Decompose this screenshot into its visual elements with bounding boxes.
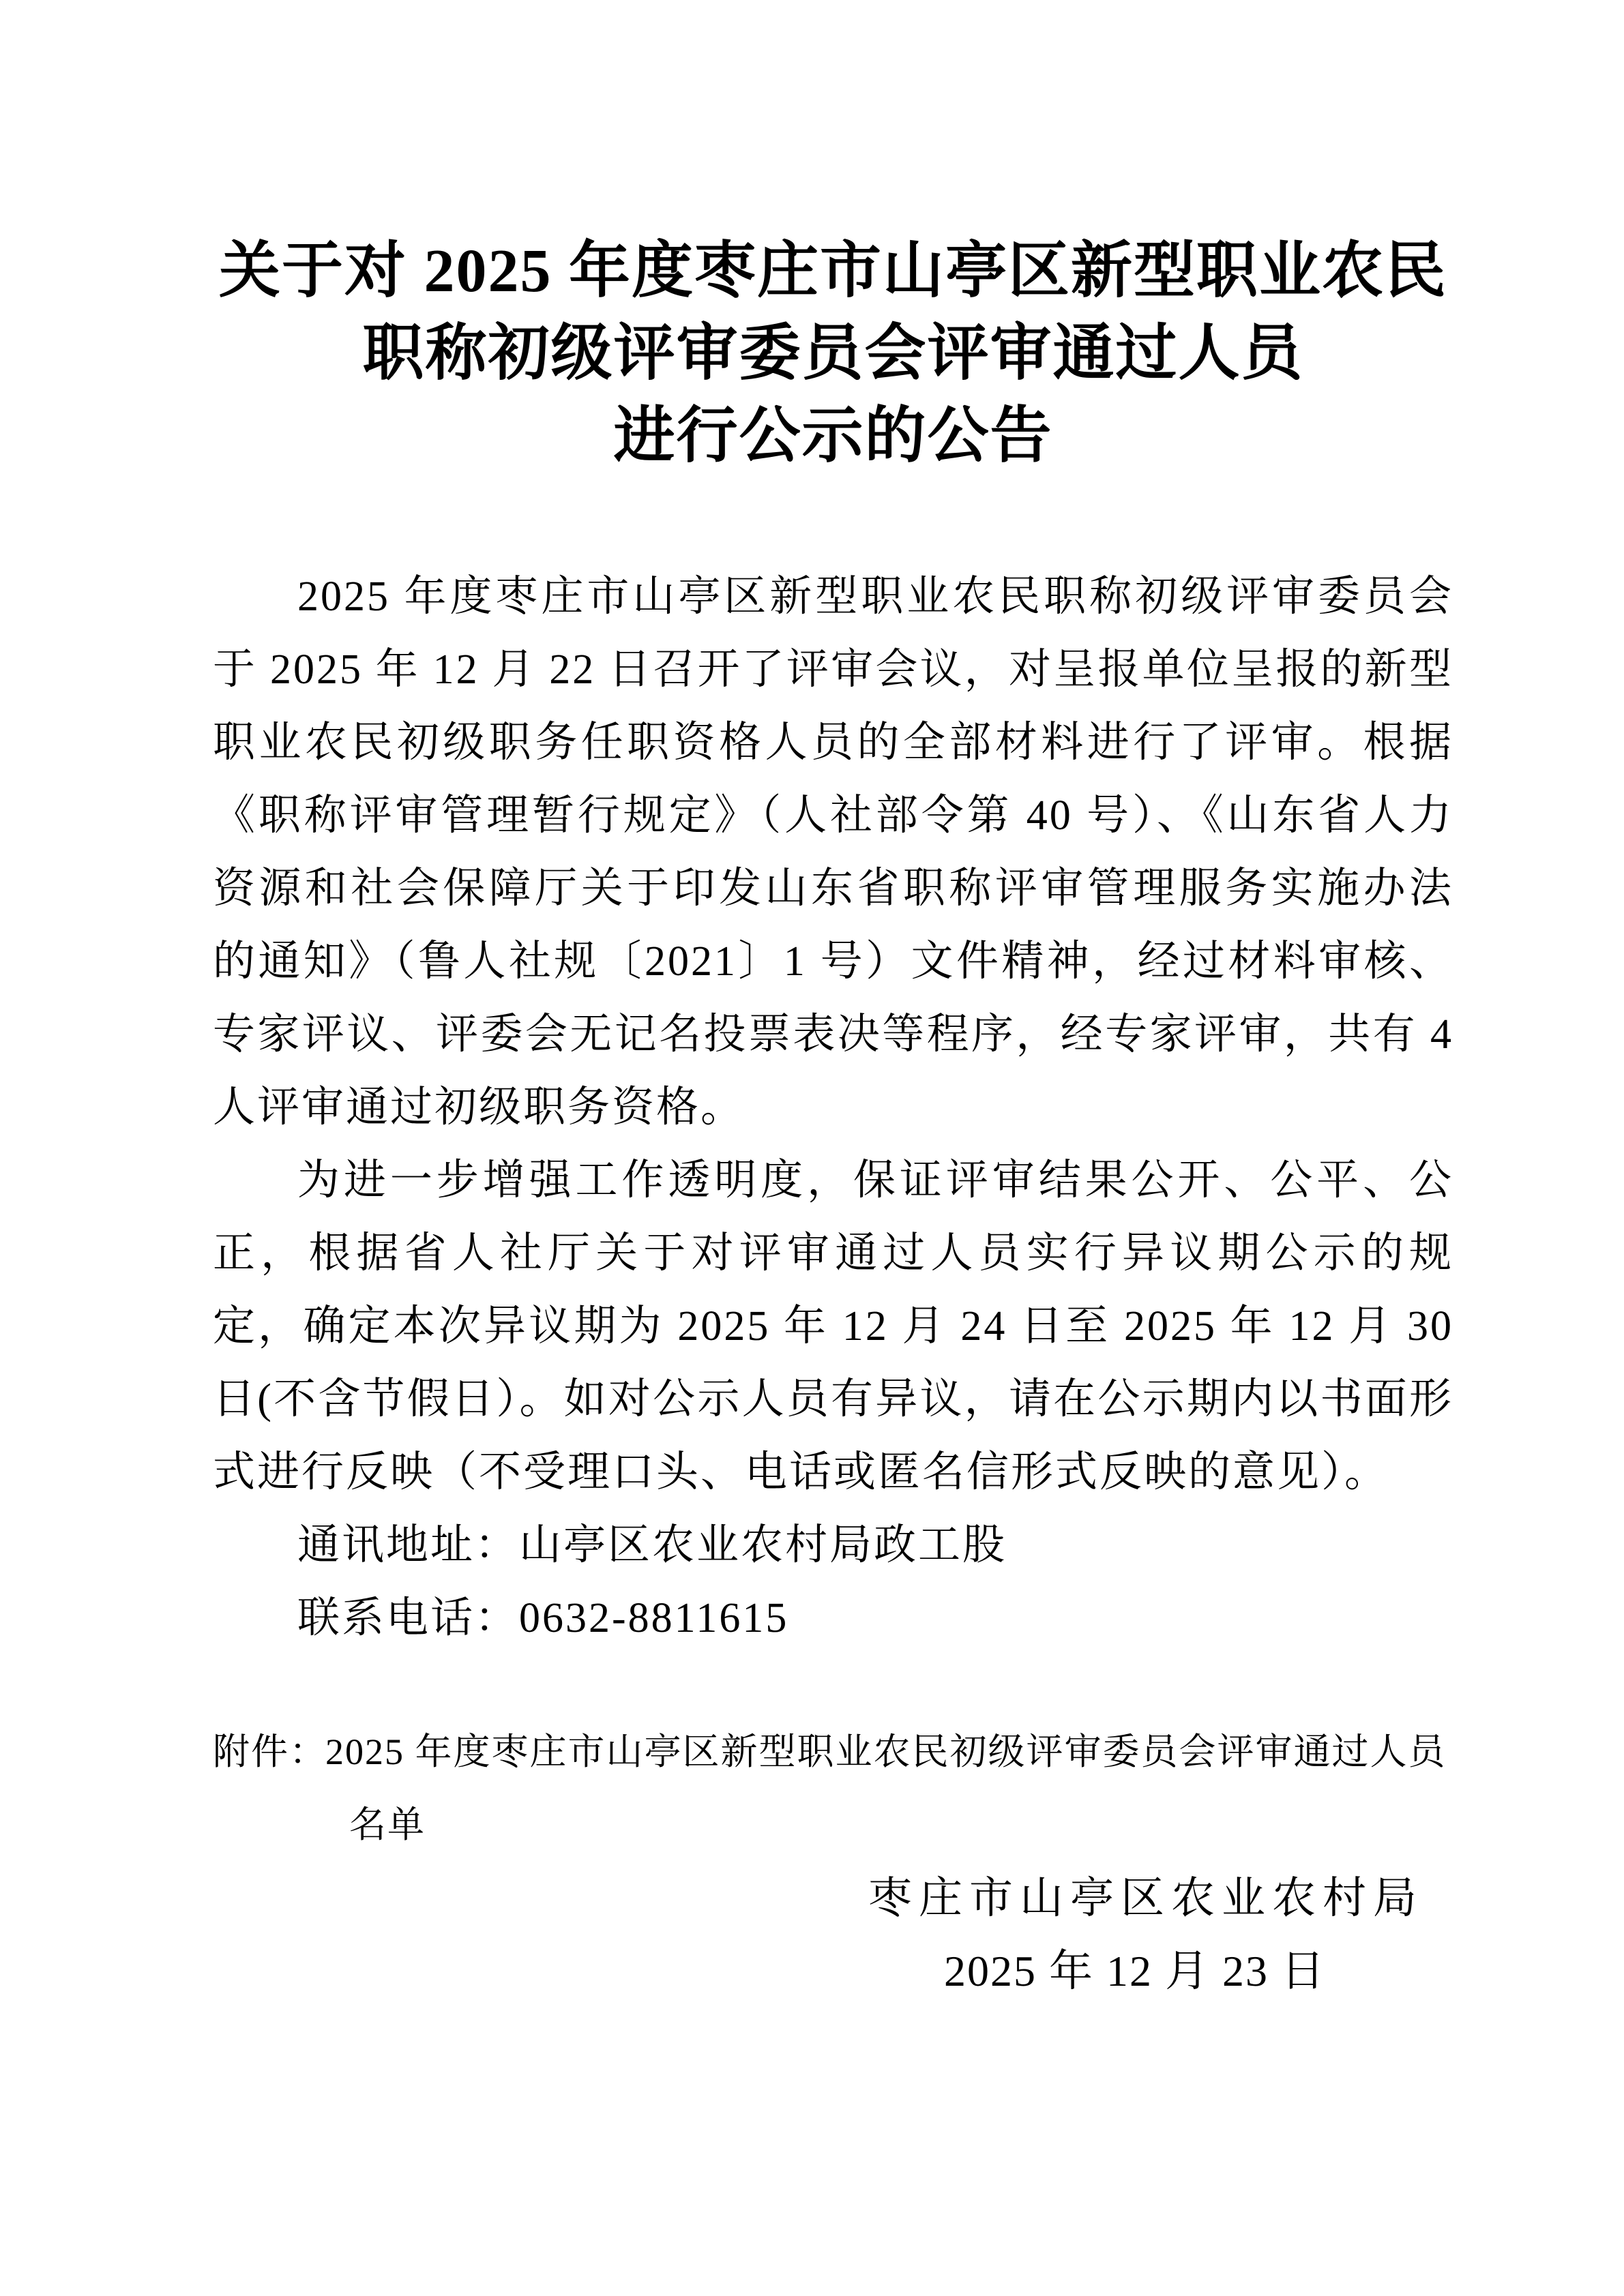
attachment-title-line-2: 名单 [349, 1804, 426, 1845]
signoff-date: 2025 年 12 月 23 日 [944, 1947, 1326, 1995]
attachment-label: 附件： [213, 1731, 327, 1772]
title-line-3: 进行公示的公告 [613, 402, 1053, 470]
document-title [213, 230, 1453, 477]
contact-address-line: 通讯地址：山亭区农业农村局政工股 [297, 1522, 1007, 1568]
title-line-2: 职称初级评审委员会评审通过人员 [362, 320, 1304, 387]
title-line-1: 关于对 2025 年度枣庄市山亭区新型职业农民 [219, 237, 1447, 305]
signoff-block [213, 1862, 1453, 2008]
attachment-title-line-1: 2025 年度枣庄市山亭区新型职业农民初级评审委员会评审通过人员 [325, 1731, 1447, 1772]
body-paragraph-2: 为进一步增强工作透明度，保证评审结果公开、公平、公正，根据省人社厅关于对评审通过人员实行异议期公示的规定，确定本次异议期为 2025 年 12 月 24 日至 2025 年 12 月 30 日(不含节假日）。如对公示人员有异议，请在公示期内以书面形式进行反映（不受理口头、电话或匿名信形式反映的意见）。 [213, 1157, 1453, 1495]
body-paragraph-1: 2025 年度枣庄市山亭区新型职业农民职称初级评审委员会于 2025 年 12 月 22 日召开了评审会议，对呈报单位呈报的新型职业农民初级职务任职资格人员的全部材料进行了评审。根据《职称评审管理暂行规定》（人社部令第 40 号）、《山东省人力资源和社会保障厅关于印发山东省职称评审管理服务实施办法的通知》（鲁人社规〔2021〕1 号）文件精神，经过材料审核、专家评议、评委会无记名投票表决等程序，经专家评审，共有 4 人评审通过初级职务资格。 [213, 573, 1453, 1131]
attachment-note [213, 1716, 1453, 1862]
document-body [213, 561, 1453, 1655]
signoff-organization: 枣庄市山亭区农业农村局 [868, 1874, 1423, 1922]
contact-phone-line: 联系电话：0632-8811615 [297, 1595, 789, 1641]
